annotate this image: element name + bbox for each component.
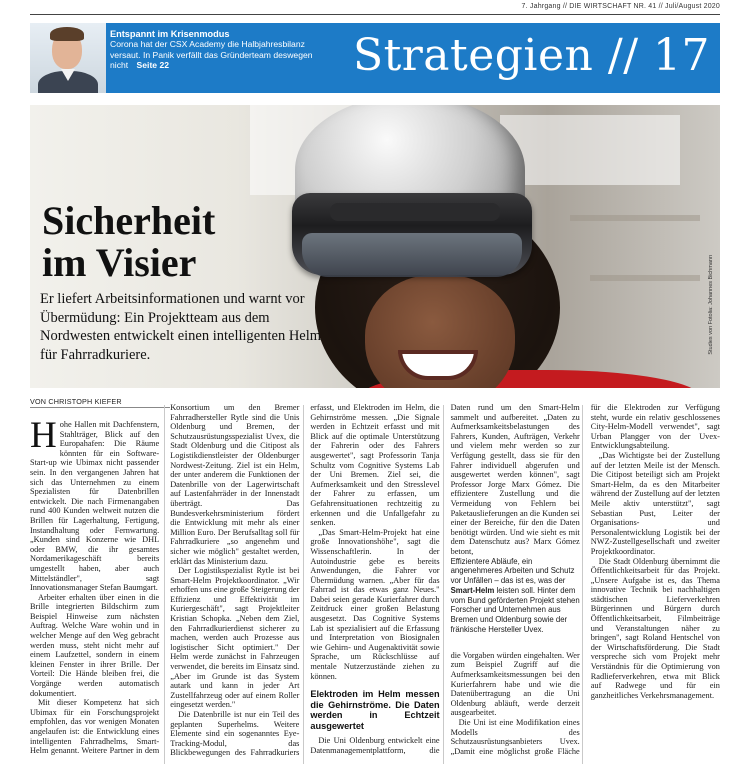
article-paragraph: Die Uni ist eine Modifikation eines Modells des Schutzausrüstungsanbieters Uvex. „Damit eine möglichst große Fläche für die Elektroden zur Verfügung steht, wurde ein relativ geschlossenes City-Helm-Modell verwendet", sagt Urban Plangger von der Uvex-Entwicklungsabteilung. <box>450 403 720 756</box>
headline <box>42 200 342 284</box>
info-box-highlight: Smart-Helm <box>450 585 495 595</box>
article-paragraph: Die Datenbrille ist nur ein Teil des geplanten Superhelms. Weitere Elemente sind ein sogenanntes Eye-Tracking-Modul, das Blickbewegungen des Fahrradkuriers erfasst, und Elektroden im Helm, die Gehirnströme messen. „Die Signale werden in Echtzeit erfasst und mit Blick auf die optimale Unterstützung der Fahrerin oder des Fahrers ausgewertet", sagt Professorin Tanja Schultz vom Cognitive Systems Lab der Uni Bremen. Ziel sei, die Aufmerksamkeit und den Stresslevel der Fahrer zu erfassen, um Gefahrensituationen rechtzeitig zu erkennen und die Unfallgefahr zu senken. <box>170 403 440 758</box>
article-paragraph: Die Stadt Oldenburg übernimmt die Öffentlichkeitsarbeit für das Projekt. „Unsere Aufgabe ist es, das Thema innovative Technik bei nachhaltigen städtischen Lieferverkehren Bürgerinnen und Bürgern durch Öffentlichkeitsarbeit, Filmbeiträge und Veranstaltungen näher zu bringen", sagt Roland Hentschel von der Wirtschaftsförderung. Die Stadt verspreche sich vom Projekt mehr Verständnis für die Optimierung von Radlieferverkehren, etwa mit Blick auf Radwege und für ein ganzheitliches Verkehrsmanagement. <box>590 556 720 700</box>
headline-line-2: im Visier <box>42 240 197 285</box>
teaser-photo <box>30 23 106 93</box>
teaser-body: Corona hat der CSX Academy die Halbjahresbilanz versaut. In Panik verfällt das Gründerteam deswegen nicht <box>110 39 313 71</box>
teaser-page-ref: Seite 22 <box>136 60 170 71</box>
background-shelf <box>570 215 700 221</box>
byline: VON CHRISTOPH KIEFER <box>30 397 122 406</box>
article-paragraph: „Das Wichtigste bei der Zustellung auf der letzten Meile ist der Mensch. Die Citipost beteiligt sich am Projekt Smart-Helm, da es den Mitarbeiter während der Zustellung auf der letzten Meile aktiv unterstützt", sagt Sebastian Pust, Leiter der Organisations- und Personalentwicklung Logistik bei der NWZ-Zustellgesellschaft und zweiter Projektkoordinator. <box>590 450 720 556</box>
issue-line: 7. Jahrgang // DIE WIRTSCHAFT NR. 41 // Juli/August 2020 <box>521 3 720 10</box>
article-paragraph: Arbeiter erhalten über einen in die Brille integrierten Bildschirm zum Beispiel Hinweise zum nächsten Auftrag. Welche Ware wohin und in welcher Menge auf den Weg gebracht werden muss, steht nicht mehr auf einem Laufzettel, sondern in einem kleinen Fenster in ihrer Brille. Der Vorteil: Die Hände bleiben frei, die Vorgänge werden automatisch dokumentiert. <box>30 592 160 698</box>
article-paragraph: Der Logistikspezialist Rytle ist bei Smart-Helm Projektkoordinator. „Wir erhoffen uns eine große Steigerung der Effizienz und Effektivität im Kuriergeschäft", sagt Projektleiter Kristian Schopka. „Neben dem Ziel, den Fahrradkurierdienst sicherer zu machen, werden auch Prozesse aus logistischer Sicht optimiert." Der Helm werde zunächst in Fahrzeugen verwendet, die bereits im Einsatz sind. „Aber im Grunde ist das System autark und kann in jeder Art Zustellfahrzeug oder auf einem Roller eingesetzt werden." <box>170 566 300 710</box>
section-title: Strategien // 17 <box>352 30 710 81</box>
drop-cap: H <box>30 415 57 456</box>
article-paragraph: Hohe Hallen mit Dachfenstern, Stahlträger, Blick auf den Europahafen: Die Räume könnten für ein Software-Start-up wie Ubimax nicht passender sein. In den vergangenen Jahren hat sich das Unternehmen zu einem Spezialisten für Datenbrillen entwickelt. Die nach Firmenangaben rund 400 Kunden weltweit nutzen die Brillen für Lagerhaltung, Fertigung, Instandhaltung oder Fernwartung. „Kunden sind Konzerne wie DHL oder BMW, die ihr gesamtes Nordamerikageschäft bereits umgestellt haben, aber auch Mittelständler", sagt Innovationsmanager Stefan Baumgart. <box>30 415 160 593</box>
article-body <box>30 403 720 764</box>
top-rule <box>30 14 720 15</box>
teaser-title: Entspannt im Krisenmodus <box>110 29 230 39</box>
header-band <box>30 23 720 93</box>
teaser-text[interactable] <box>110 29 330 71</box>
hero-photo <box>30 105 720 388</box>
article-paragraph: die Vorgaben würden eingehalten. Wer zum Beispiel Zugriff auf die Aufmerksamkeitsmessungen bei den Kurierfahrern habe und wie die Datenübertragung an die Uni Oldenburg abläuft, werde derzeit ausgearbeitet. <box>450 650 580 718</box>
subheadline: Er liefert Arbeitsinformationen und warnt vor Übermüdung: Ein Projektteam aus dem Nordwesten entwickelt einen intelligenten Helm für Fahrradkuriere. <box>40 291 322 363</box>
info-box: Effizientere Abläufe, ein angenehmeres Arbeiten und Schutz vor Unfällen – das ist es, was der Smart-Helm leisten soll. Hinter dem vom Bund geförderten Projekt stehen Forscher und Unternehmen aus Bremen und Oldenburg sowie der fränkische Hersteller Uvex. <box>450 556 580 635</box>
headline-line-1: Sicherheit <box>42 198 216 243</box>
teaser-photo-hair <box>50 27 84 41</box>
helmet-visor-band <box>330 203 500 221</box>
article-subheading: Elektroden im Helm messen die Gehirnströme. Die Daten werden in Echtzeit ausgewertet <box>310 689 440 731</box>
article-paragraph: Die Uni Oldenburg entwickelt eine Datenmanagementplattform, die Daten rund um den Smart-Helm sammelt und aufbereitet. „Daten zu Aufmerksamkeitsbelastungen des Fahrers, Kunden, Aufträgen, Verkehr und vielem mehr werden so zur Verfügung gestellt, dass sie für den Fahrer individuell abgerufen und ausgewertet werden können", sagt Professor Jorge Marx Gómez. Die effizientere Zustellung und die Vermeidung von Fehlern bei Paketauslieferungen an die Kunden sei einer der Bereiche, für den die Daten benötigt würden. Und wie sieht es mit dem Datenschutz aus? Marx Gómez betont, <box>310 403 580 755</box>
article-paragraph: „Das Smart-Helm-Projekt hat eine große Innovationshöhe", sagt die Wissenschaftlerin. In der Autoindustrie gebe es bereits Anwendungen, die Fahrer vor Übermüdung warnen. „Aber für das Fahrrad ist das etwas ganz Neues." Dabei seien gerade Kurierfahrer durch Zeitdruck einer großen Belastung ausgesetzt. Das Cognitive Systems Lab ist spezialisiert auf die Erfassung und Interpretation von Biosignalen wie Gehirn- und Augenaktivität sowie Sprache, um Rückschlüsse auf mentale Nutzerzustände ziehen zu können. <box>310 527 440 681</box>
article-paragraph: Mit dieser Kompetenz hat sich Ubimax für ein Forschungsprojekt empfohlen, das vor wenigen Monaten angelaufen ist: die Entwicklung eines intelligenten Fahrradhelms, Smart-Helm genannt. Weitere Partner in dem Konsortium um den Bremer Fahrradhersteller Rytle sind die Unis Oldenburg und Bremen, der Schutzausrüstungsspezialist Uvex, die Stadt Oldenburg und die Citipost als Logistikdienstleister der Oldenburger Nordwest-Zeitung. Ziel ist ein Helm, der unter anderem die Funktionen der Datenbrille von der Lagerwirtschaft auf Lastenfahrräder in der Innenstadt überträgt. Das Bundesverkehrsministerium fördert die Entwicklung mit mehr als einer Million Euro. Der Berufsalltag soll für Fahrradkuriere „so angenehm und sicher wie möglich" gestaltet werden, erklärt das Ministerium dazu. <box>30 403 300 756</box>
background-window <box>500 115 680 185</box>
background-shelf <box>590 275 700 281</box>
photo-credit: Studies von Fotolia: Johannes Bichmann <box>708 255 714 355</box>
